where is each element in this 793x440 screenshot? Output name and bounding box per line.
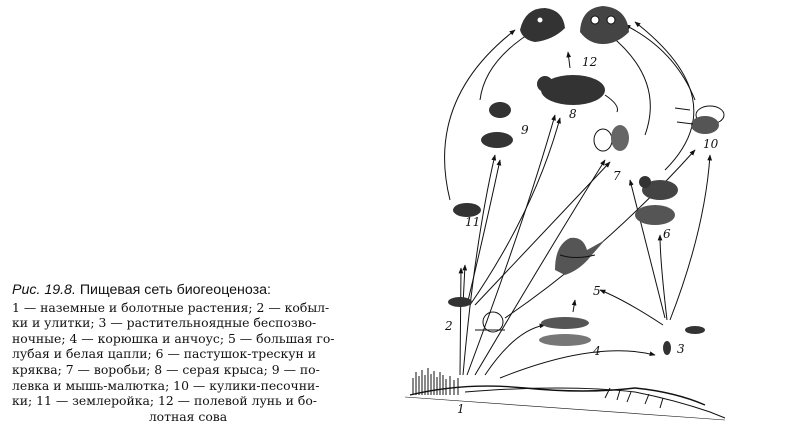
label-9: 9 [521,123,529,137]
vole-illustration [481,102,513,148]
caption-line-7: ки; 11 — землеройка; 12 — полевой лунь и бо- [12,393,317,409]
food-web-diagram [405,0,735,440]
label-3: 3 [677,342,685,356]
label-10: 10 [703,137,719,151]
label-5: 5 [593,284,601,298]
label-4: 4 [593,344,601,358]
caption-line-8: лотная сова [148,408,228,424]
label-6: 6 [663,227,671,241]
caption-line-4: лубая и белая цапли; 6 — пастушок-трескун и [12,346,316,362]
arrow-sparrow-to-owl [610,35,650,135]
harrier-illustration [520,8,565,42]
label-2: 2 [445,319,453,333]
sandpiper-illustration [675,106,724,134]
arrow-plants-to-fish [485,325,545,375]
node-labels [444,55,719,416]
figure-caption [12,283,364,424]
arrow-plants-to-shrew [460,268,461,375]
sparrow-illustration [594,125,629,151]
arrow-insects-to-sandpiper [670,155,710,320]
caption-title [12,283,364,299]
label-8: 8 [569,107,577,121]
fish-illustration [539,317,591,346]
arrow-rail-to-owl [635,22,694,170]
caption-line-6: левка и мышь-малютка; 10 — кулики-песочни- [12,377,320,393]
arrow-insects-to-heron [600,290,663,325]
caption-line-3: ночные; 4 — корюшка и анчоус; 5 — большая го- [12,330,335,346]
rat-illustration [537,75,618,112]
arrow-rat-to-harrier [568,52,570,68]
arrow-insects-to-sparrow [630,180,665,318]
caption-line-2: ки и улитки; 3 — растительноядные беспозво- [12,315,317,331]
label-11: 11 [465,215,481,229]
caption-line-1: 1 — наземные и болотные растения; 2 — кобыл- [12,299,330,315]
caption-title-text: Пищевая сеть биогеоценоза: [79,282,271,298]
owl-illustration [580,6,629,44]
grasshopper-illustration [448,297,472,307]
caption-line-5: кряква; 7 — воробьи; 8 — серая крыса; 9 — по- [12,361,320,377]
arrow-vole-to-harrier [480,30,535,100]
marsh-plants-illustration [405,368,725,420]
arrow-fish-to-heron [573,300,575,312]
rail-and-mallard-illustration [635,176,678,225]
arrow-plants-to-insects [500,351,655,378]
label-12: 12 [582,55,598,69]
caption-figure-number: Рис. 19.8. [12,282,76,298]
snail-illustration [475,312,505,332]
arrow-plants-to-rat [467,115,555,375]
heron-illustration [555,238,605,275]
label-1: 1 [457,402,465,416]
label-7: 7 [613,169,621,183]
arrow-insects-to-rail [660,235,667,320]
